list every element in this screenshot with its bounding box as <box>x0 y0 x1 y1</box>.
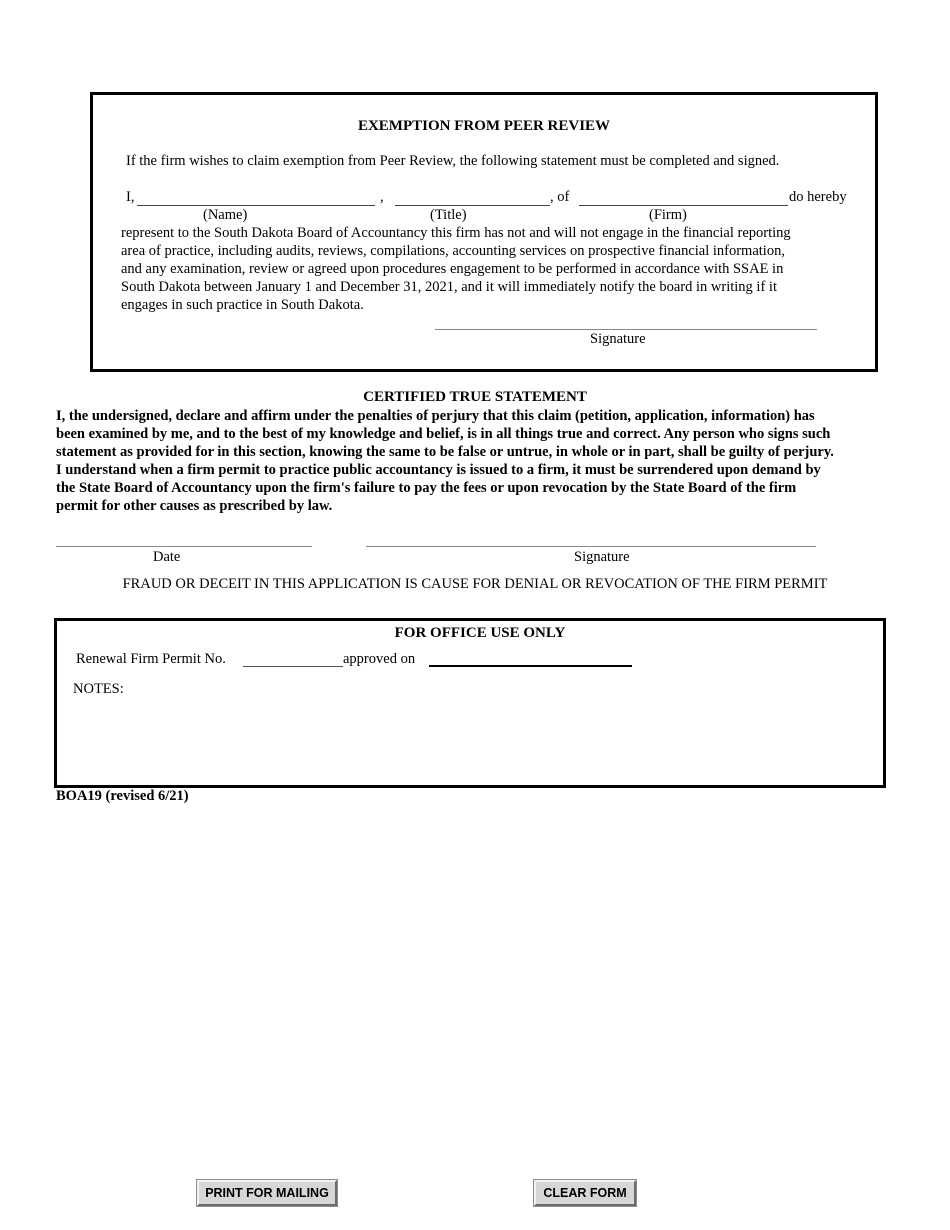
title-caption: (Title) <box>430 207 467 223</box>
permit-label: Renewal Firm Permit No. <box>76 651 226 667</box>
exemption-intro: If the firm wishes to claim exemption from Peer Review, the following statement must be completed and signed. <box>126 153 780 169</box>
statement-line: South Dakota between January 1 and December 31, 2021, and it will immediately notify the board in writing if it <box>121 279 777 295</box>
certified-line: the State Board of Accountancy upon the firm's failure to pay the fees or upon revocation by the State Board of the firm <box>56 480 797 496</box>
comma-label: , <box>380 189 384 205</box>
clear-form-button[interactable]: CLEAR FORM <box>534 1180 636 1206</box>
date-field[interactable] <box>56 546 312 547</box>
office-title: FOR OFFICE USE ONLY <box>394 625 566 641</box>
certified-line: statement as provided for in this section, knowing the same to be false or untrue, in whole or in part, shall be guilty of perjury. <box>56 444 834 460</box>
certified-line: permit for other causes as prescribed by law. <box>56 498 333 514</box>
date-caption: Date <box>153 549 181 565</box>
certified-line: been examined by me, and to the best of my knowledge and belief, is in all things true and correct. Any person who signs such <box>56 426 831 442</box>
print-for-mailing-button[interactable]: PRINT FOR MAILING <box>197 1180 337 1206</box>
certified-statement <box>56 407 834 515</box>
exemption-signature-field[interactable] <box>435 329 817 330</box>
exemption-title: EXEMPTION FROM PEER REVIEW <box>357 118 611 134</box>
notes-label: NOTES: <box>73 681 124 697</box>
statement-line: represent to the South Dakota Board of Accountancy this firm has not and will not engage in the financial reporting <box>121 225 791 241</box>
firm-field[interactable] <box>579 205 788 206</box>
firm-caption: (Firm) <box>649 207 687 223</box>
statement-line: engages in such practice in South Dakota. <box>121 297 364 313</box>
permit-number-field[interactable] <box>243 666 343 667</box>
do-hereby-label: do hereby <box>789 189 847 205</box>
certified-signature-caption: Signature <box>574 549 630 565</box>
exemption-signature-caption: Signature <box>590 331 646 347</box>
statement-line: and any examination, review or agreed upon procedures engagement to be performed in accordance with SSAE in <box>121 261 784 277</box>
name-field[interactable] <box>137 205 375 206</box>
form-code: BOA19 (revised 6/21) <box>56 788 189 804</box>
certified-signature-field[interactable] <box>366 546 816 547</box>
exemption-section <box>90 92 878 372</box>
certified-line: I understand when a firm permit to practice public accountancy is issued to a firm, it must be surrendered upon demand by <box>56 462 821 478</box>
certified-title: CERTIFIED TRUE STATEMENT <box>363 389 587 405</box>
name-caption: (Name) <box>203 207 248 223</box>
approved-label: approved on <box>343 651 416 667</box>
fraud-notice: FRAUD OR DECEIT IN THIS APPLICATION IS CAUSE FOR DENIAL OR REVOCATION OF THE FIRM PERMIT <box>122 576 828 592</box>
office-use-section <box>54 618 886 788</box>
statement-line: area of practice, including audits, reviews, compilations, accounting services on prospective financial information, <box>121 243 785 259</box>
of-label: , of <box>550 189 570 205</box>
title-field[interactable] <box>395 205 550 206</box>
approved-date-field[interactable] <box>429 665 632 667</box>
certified-line: I, the undersigned, declare and affirm under the penalties of perjury that this claim (petition, application, information) has <box>56 408 815 424</box>
exemption-statement <box>121 224 841 314</box>
i-label: I, <box>126 189 135 205</box>
